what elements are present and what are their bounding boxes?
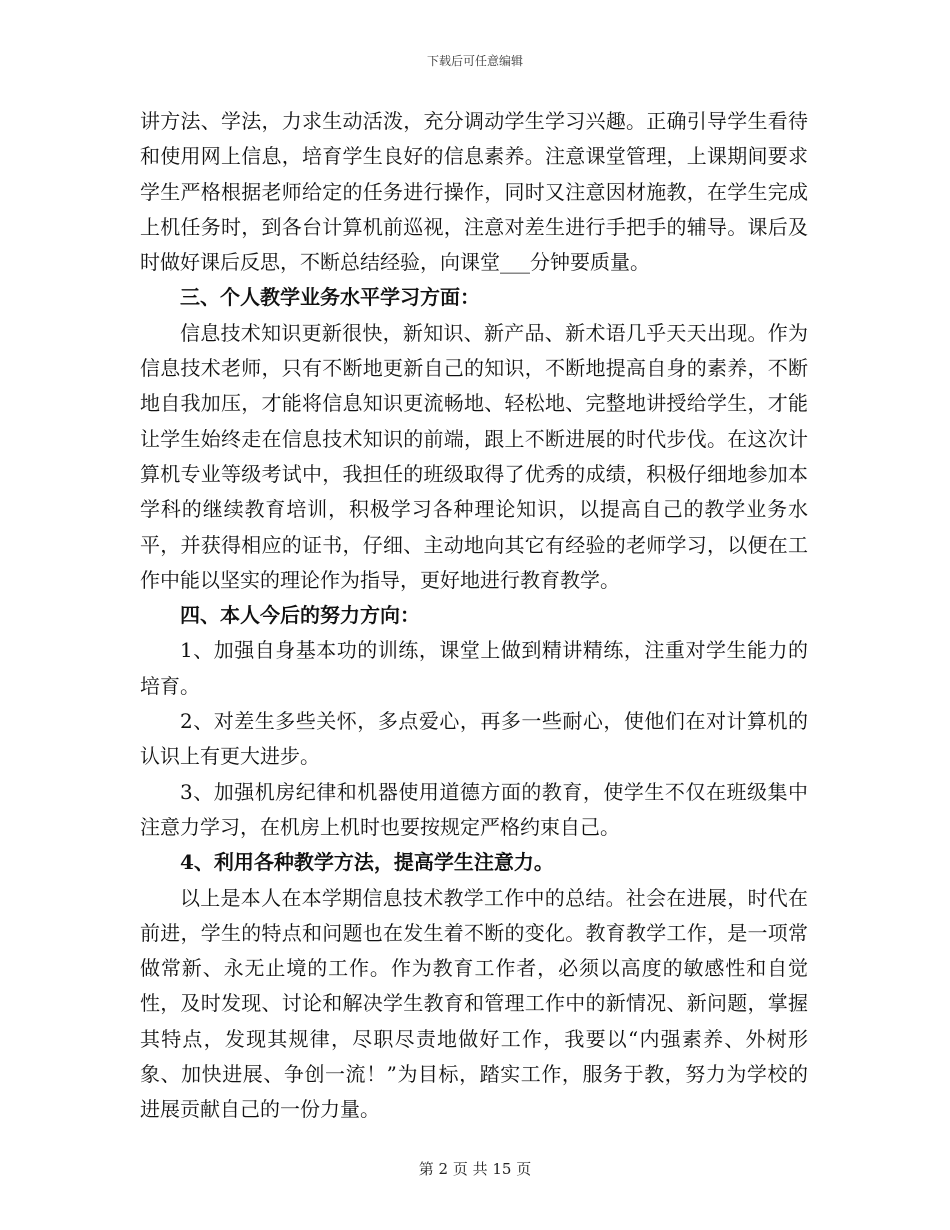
paragraph-professional-study: 信息技术知识更新很快，新知识、新产品、新术语几乎天天出现。作为信息技术老师，只有不断地更新自己的知识，不断地提高自身的素养，不断地自我加压，才能将信息知识更流畅地、轻松地、完整地讲授给学生，才能让学生始终走在信息技术知识的前端，跟上不断进展的时代步伐。在这次计算机专业等级考试中，我担任的班级取得了优秀的成绩，积极仔细地参加本学科的继续教育培训，积极学习各种理论知识，以提高自己的教学业务水平，并获得相应的证书，仔细、主动地向其它有经验的老师学习，以便在工作中能以坚实的理论作为指导，更好地进行教育教学。 [140,320,808,592]
list-item-2: 2、对差生多些关怀，多点爱心，再多一些耐心，使他们在对计算机的认识上有更大进步。 [140,709,808,769]
section-heading-4: 四、本人今后的努力方向： [180,603,420,628]
section-heading-3: 三、个人教学业务水平学习方面： [180,285,480,310]
paragraph-teaching-methods: 讲方法、学法，力求生动活泼，充分调动学生学习兴趣。正确引导学生看待和使用网上信息，培育学生良好的信息素养。注意课堂管理，上课期间要求学生严格根据老师给定的任务进行操作，同时又注意因材施教，在学生完成上机任务时，到各台计算机前巡视，注意对差生进行手把手的辅导。课后及时做好课后反思，不断总结经验，向课堂___分钟要质量。 [140,109,808,275]
page-header: 下载后可任意编辑 [426,54,523,68]
paragraph-conclusion: 以上是本人在本学期信息技术教学工作中的总结。社会在进展，时代在前进，学生的特点和问题也在发生着不断的变化。教育教学工作，是一项常做常新、永无止境的工作。作为教育工作者，必须以高度的敏感性和自觉性，及时发现、讨论和解决学生教育和管理工作中的新情况、新问题，掌握其特点，发现其规律，尽职尽责地做好工作，我要以“内强素养、外树形象、加快进展、争创一流！”为目标，踏实工作，服务于教，努力为学校的进展贡献自己的一份力量。 [140,885,808,1122]
list-item-4: 4、利用各种教学方法，提高学生注意力。 [180,850,554,875]
page-content [140,104,808,1128]
page-number: 第 2 页 共 15 页 [418,1160,532,1178]
list-item-3: 3、加强机房纪律和机器使用道德方面的教育，使学生不仅在班级集中注意力学习，在机房上机时也要按规定严格约束自己。 [140,779,808,839]
list-item-1: 1、加强自身基本功的训练，课堂上做到精讲精练，注重对学生能力的培育。 [140,638,808,698]
